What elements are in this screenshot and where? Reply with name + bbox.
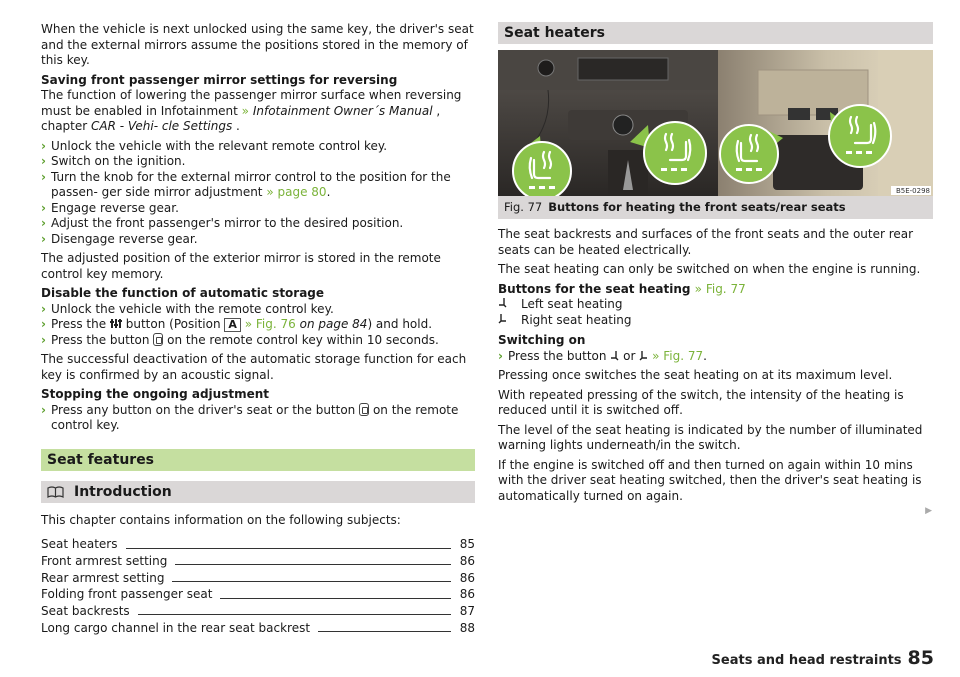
key-unlock-icon <box>153 333 163 346</box>
right-seat-heating-icon <box>498 313 507 324</box>
toc-item[interactable]: Rear armrest setting 86 <box>41 570 475 585</box>
list-item: › Press the button (Position A » Fig. 76 on page 84) and hold. <box>41 317 433 331</box>
figure-code: B5E-0298 <box>895 187 930 195</box>
mirror-paragraph: The function of lowering the passenger mirror surface when reversing must be enabled in Infotainment » Infotainment Owner´s Manual , chapter CAR - Vehi- cle Settings . <box>41 88 462 133</box>
button-legend <box>498 297 933 328</box>
intensity-note: With repeated pressing of the switch, the intensity of the heating is reduced until it is switched off. <box>498 387 904 417</box>
seat-heater-photo <box>498 50 933 196</box>
table-of-contents <box>41 536 475 636</box>
position-key: A <box>224 318 241 332</box>
set-button-icon <box>110 318 122 329</box>
mirror-steps <box>41 139 475 248</box>
page-link[interactable]: » page 80 <box>266 185 327 199</box>
toc-item[interactable]: Seat backrests 87 <box>41 603 475 618</box>
left-seat-heating-icon <box>610 350 619 361</box>
list-item: › Turn the knob for the external mirror control to the position for the passen- ger side mirror adjustment » page 80. <box>41 169 451 199</box>
mirror-heading: Saving front passenger mirror settings for reversing <box>41 72 398 87</box>
figure-link[interactable]: » Fig. 77 <box>652 348 704 363</box>
toc-item[interactable]: Long cargo channel in the rear seat backrest 88 <box>41 620 475 635</box>
right-column <box>498 22 933 508</box>
heaters-intro: The seat backrests and surfaces of the front seats and the outer rear seats can be heated electrically. <box>498 227 914 257</box>
toc-item[interactable]: Front armrest setting 86 <box>41 553 475 568</box>
footer-title: Seats and head restraints <box>711 652 902 668</box>
engine-note: The seat heating can only be switched on when the engine is running. <box>498 262 921 276</box>
toc-item[interactable]: Folding front passenger seat 86 <box>41 587 475 602</box>
figure-link[interactable]: » Fig. 77 <box>694 281 746 296</box>
disable-heading: Disable the function of automatic storage <box>41 286 325 300</box>
warning-lights-note: The level of the seat heating is indicated by the number of illuminated warning lights underneath/in the switch. <box>498 422 923 452</box>
list-item: › Press any button on the driver's seat or the button on the remote control key. <box>41 402 459 432</box>
deactivation-paragraph: The successful deactivation of the automatic storage function for each key is confirmed by an acoustic signal. <box>41 352 467 382</box>
list-item: › Switch on the ignition. <box>41 154 186 168</box>
restart-note: If the engine is switched off and then turned on again within 10 mins with the driver seat heating switched, then the driver's seat heating is automatically turned on again. <box>498 457 922 503</box>
list-item: › Adjust the front passenger's mirror to the desired position. <box>41 216 404 230</box>
page-number: 85 <box>907 646 934 669</box>
stored-paragraph: The adjusted position of the exterior mirror is stored in the remote control key memory. <box>41 251 441 281</box>
figure-link[interactable]: » Fig. 76 <box>244 317 296 331</box>
list-item: › Unlock the vehicle with the remote control key. <box>41 301 334 316</box>
left-seat-heating-icon <box>498 297 507 308</box>
key-unlock-icon <box>359 403 369 416</box>
page-footer <box>711 646 934 669</box>
right-seat-heating-icon <box>639 350 648 361</box>
list-item: › Disengage reverse gear. <box>41 231 198 246</box>
continue-arrow-icon: ▶ <box>925 506 932 516</box>
figure-caption: Fig. 77 Buttons for heating the front seats/rear seats <box>498 196 933 219</box>
list-item: Right seat heating <box>498 313 933 329</box>
list-item: › Unlock the vehicle with the relevant remote control key. <box>41 138 388 153</box>
intro-heading: Introduction <box>41 481 475 503</box>
intro-text: This chapter contains information on the following subjects: <box>41 512 401 527</box>
stop-heading: Stopping the ongoing adjustment <box>41 387 270 401</box>
buttons-heading: Buttons for the seat heating » Fig. 77 <box>498 281 746 296</box>
list-item: › Press the button on the remote control key within 10 seconds. <box>41 332 439 347</box>
switch-heading: Switching on <box>498 333 586 347</box>
left-column <box>41 22 475 636</box>
toc-item[interactable]: Seat heaters 85 <box>41 537 475 552</box>
max-level-note: Pressing once switches the seat heating on at its maximum level. <box>498 368 893 382</box>
disable-steps <box>41 302 475 349</box>
memory-paragraph: When the vehicle is next unlocked using the same key, the driver's seat and the external mirrors assume the positions stored in the memory of this key. <box>41 22 474 67</box>
book-icon <box>47 486 64 498</box>
list-item: Left seat heating <box>498 297 933 313</box>
figure-seat-heater-buttons <box>498 50 933 196</box>
list-item: › Engage reverse gear. <box>41 200 179 215</box>
section-title: Seat heaters <box>498 22 933 44</box>
section-title: Seat features <box>41 449 475 471</box>
list-item: › Press the button or » Fig. 77. <box>498 348 707 363</box>
